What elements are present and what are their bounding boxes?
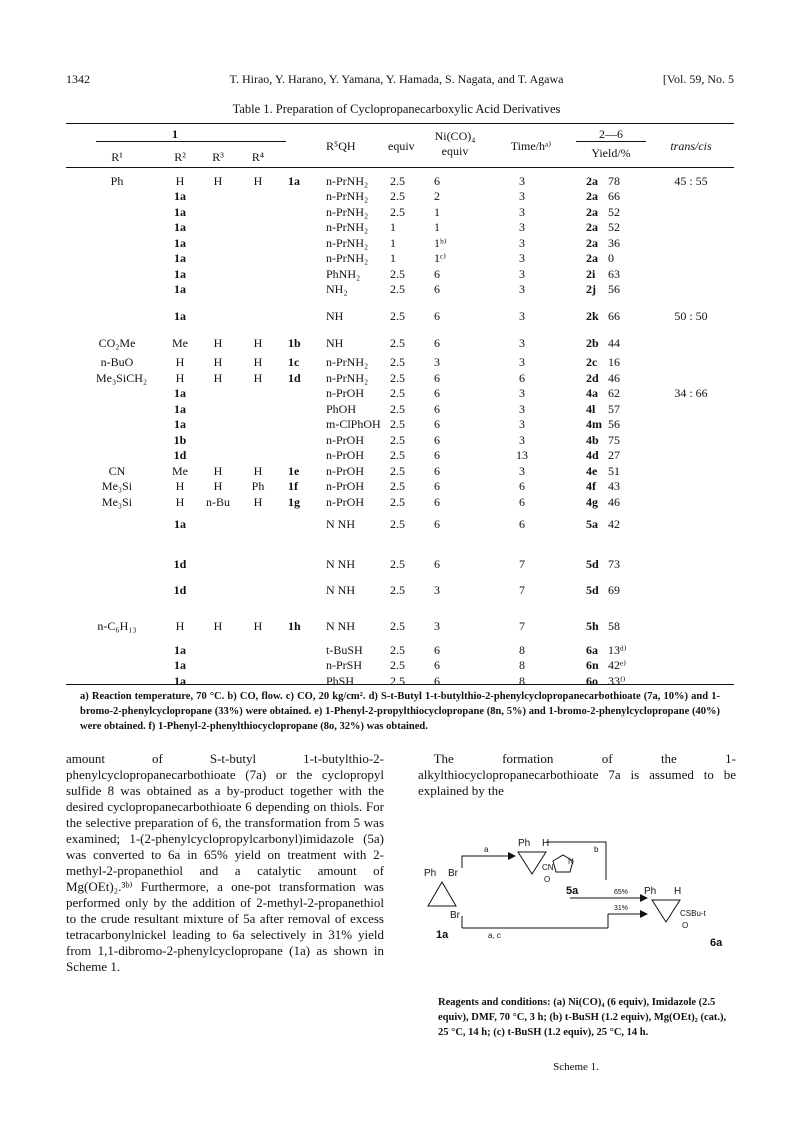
scheme-br-2: Br bbox=[450, 910, 460, 921]
cell-eq: 2.5 bbox=[390, 386, 405, 400]
cell-r2: H bbox=[175, 495, 185, 509]
cell-eq: 1 bbox=[390, 236, 396, 250]
header-yield: Yield/% bbox=[591, 146, 631, 160]
running-authors: T. Hirao, Y. Harano, Y. Yamana, Y. Hamada, S. Nagata, and T. Agawa bbox=[229, 72, 564, 86]
group-rule bbox=[96, 141, 286, 142]
cell-eq: 2.5 bbox=[390, 267, 405, 281]
cell-ni: 6 bbox=[434, 495, 440, 509]
cell-yld: 52 bbox=[608, 205, 620, 219]
cell-ni: 6 bbox=[434, 174, 440, 188]
cell-prod: 5a bbox=[586, 517, 598, 531]
cell-prod: 6a bbox=[586, 643, 598, 657]
cell-ni: 6 bbox=[434, 267, 440, 281]
cell-reag: n-PrNH₂ bbox=[326, 371, 369, 385]
cell-r2: 1a bbox=[174, 402, 186, 416]
cell-yld: 51 bbox=[608, 464, 620, 478]
cell-r2: 1a bbox=[174, 189, 186, 203]
cell-r2: H bbox=[175, 174, 185, 188]
cell-ni: 6 bbox=[434, 282, 440, 296]
header-group-1: 1 bbox=[172, 127, 178, 141]
cell-ni: 1ᶜ⁾ bbox=[434, 251, 447, 265]
scheme-label-6a: 6a bbox=[710, 937, 723, 949]
cell-reag: n-PrNH₂ bbox=[326, 189, 369, 203]
cell-eq: 2.5 bbox=[390, 619, 405, 633]
cell-yld: 42 bbox=[608, 517, 620, 531]
cell-time: 8 bbox=[519, 674, 525, 688]
body-text-left: amount of S-t-butyl 1-t-butylthio-2-phenylcyclopropanecarbothioate (7a) or the cyclopropyl sulfide 8 was obtained as a by-product together with the desired cyclopropanecarbothioate 6 depending on thiols. For the selective preparation of 6, the transformation from 5 was examined; 1-(2-phenylcyclopropylcarbonyl)imidazole (5a) was converted to 6a in 65% yield on treatment with 2-methyl-2-propanethiol and a catalytic amount of Mg(OEt)₂.³ᵇ⁾ Furthermore, a one-pot transformation was performed only by the addition of 2-methyl-2-propanethiol to the crude resultant mixture of 5a after removal of excess tetracarbonylnickel leading to 6a selectively in 31% yield from 1,1-dibromo-2-phenylcyclopropane (1a) as shown in Scheme 1. bbox=[66, 751, 384, 974]
cell-ni: 6 bbox=[434, 674, 440, 688]
cell-r1: CN bbox=[108, 464, 126, 478]
cell-r2: 1a bbox=[174, 417, 186, 431]
cell-eq: 2.5 bbox=[390, 309, 405, 323]
cell-yld: 63 bbox=[608, 267, 620, 281]
cell-eq: 1 bbox=[390, 220, 396, 234]
cell-yld: 58 bbox=[608, 619, 620, 633]
cell-time: 7 bbox=[519, 557, 525, 571]
scheme-step-a: a bbox=[484, 845, 489, 854]
cell-reag: n-PrNH₂ bbox=[326, 251, 369, 265]
header-equiv: equiv bbox=[388, 139, 415, 153]
cell-r4: H bbox=[253, 174, 263, 188]
cell-yld: 66 bbox=[608, 189, 620, 203]
cell-r2: Me bbox=[172, 336, 188, 350]
cell-prod: 4a bbox=[586, 386, 598, 400]
cell-time: 3 bbox=[519, 205, 525, 219]
cell-time: 3 bbox=[519, 309, 525, 323]
cell-eq: 2.5 bbox=[390, 402, 405, 416]
cell-sub: 1f bbox=[288, 479, 298, 493]
scheme-o-1: O bbox=[544, 875, 551, 884]
cell-time: 6 bbox=[519, 479, 525, 493]
cell-prod: 2i bbox=[586, 267, 596, 281]
cell-sub: 1c bbox=[288, 355, 300, 369]
cell-r3: H bbox=[213, 619, 223, 633]
cell-r2: 1a bbox=[174, 386, 186, 400]
cell-yld: 36 bbox=[608, 236, 620, 250]
cell-reag: n-PrSH bbox=[326, 658, 363, 672]
cell-eq: 2.5 bbox=[390, 371, 405, 385]
cell-r2: 1b bbox=[173, 433, 187, 447]
scheme-h-2: H bbox=[674, 886, 682, 897]
body-text-right: The formation of the 1-alkylthiocyclopropanecarbothioate 7a is assumed to be explained by the bbox=[418, 751, 736, 798]
cell-time: 3 bbox=[519, 433, 525, 447]
cell-prod: 2a bbox=[586, 220, 598, 234]
cell-time: 3 bbox=[519, 464, 525, 478]
cell-yld: 78 bbox=[608, 174, 620, 188]
cell-r3: n-Bu bbox=[206, 495, 230, 509]
cell-ni: 6 bbox=[434, 309, 440, 323]
cell-yld: 42ᵉ⁾ bbox=[608, 658, 627, 672]
cell-yld: 43 bbox=[608, 479, 620, 493]
cell-time: 7 bbox=[519, 619, 525, 633]
cell-time: 6 bbox=[519, 495, 525, 509]
cell-reag: n-PrOH bbox=[326, 495, 364, 509]
cell-reag: n-PrOH bbox=[326, 479, 364, 493]
scheme-br-1: Br bbox=[448, 868, 458, 879]
cell-sub: 1a bbox=[288, 174, 300, 188]
scheme-csbu: CSBu-t bbox=[680, 909, 706, 918]
cell-time: 6 bbox=[519, 517, 525, 531]
cell-eq: 2.5 bbox=[390, 336, 405, 350]
cell-eq: 2.5 bbox=[390, 643, 405, 657]
cell-yld: 75 bbox=[608, 433, 620, 447]
table-caption: Table 1. Preparation of Cyclopropanecarboxylic Acid Derivatives bbox=[232, 102, 561, 116]
cell-yld: 16 bbox=[608, 355, 620, 369]
cell-reag: PhSH bbox=[326, 674, 355, 688]
header-nico: Ni(CO)₄ bbox=[434, 129, 476, 143]
header-r3: R³ bbox=[212, 150, 224, 164]
table-footnotes: a) Reaction temperature, 70 °C. b) CO, flow. c) CO, 20 kg/cm². d) S-t-Butyl 1-t-butylthio-2-phenylcyclopropanecarbothioate (7a, 10%) and 1-bromo-2-phenylcyclopropane (33%) were obtained. e) 1-Phenyl-2-propylthiocyclopropane (8n, 5%) and 1-bromo-2-phenylcyclopropane (40%) were obtained. f) 1-Phenyl-2-phenylthiocyclopropane (8o, 32%) was obtained. bbox=[80, 691, 720, 732]
scheme-cn: CN bbox=[542, 863, 554, 872]
cell-time: 3 bbox=[519, 189, 525, 203]
cell-time: 3 bbox=[519, 336, 525, 350]
header-transcis: trans/cis bbox=[670, 139, 712, 153]
cell-prod: 6n bbox=[586, 658, 599, 672]
cell-r2: 1a bbox=[174, 658, 186, 672]
cell-eq: 2.5 bbox=[390, 674, 405, 688]
cell-prod: 2a bbox=[586, 236, 598, 250]
scheme-ph-2: Ph bbox=[518, 838, 531, 849]
cell-time: 3 bbox=[519, 417, 525, 431]
cell-prod: 2a bbox=[586, 205, 598, 219]
cell-ni: 6 bbox=[434, 517, 440, 531]
cell-yld: 57 bbox=[608, 402, 620, 416]
cell-prod: 2b bbox=[586, 336, 599, 350]
cell-ni: 1 bbox=[434, 220, 440, 234]
cell-reag: N NH bbox=[326, 557, 355, 571]
cell-eq: 2.5 bbox=[390, 282, 405, 296]
cell-yld: 33ᶠ⁾ bbox=[608, 674, 626, 688]
cell-ni: 1 bbox=[434, 205, 440, 219]
cell-sub: 1b bbox=[288, 336, 301, 350]
cell-ni: 6 bbox=[434, 386, 440, 400]
cell-yld: 56 bbox=[608, 282, 620, 296]
cell-r2: 1a bbox=[174, 267, 186, 281]
cell-reag: N NH bbox=[326, 619, 355, 633]
cell-prod: 2a bbox=[586, 189, 598, 203]
cell-r2: 1a bbox=[174, 251, 186, 265]
cell-time: 3 bbox=[519, 355, 525, 369]
cell-reag: NH bbox=[326, 336, 344, 350]
cell-r2: 1a bbox=[174, 220, 186, 234]
cell-r2: 1a bbox=[174, 282, 186, 296]
cell-time: 13 bbox=[516, 448, 528, 462]
cell-prod: 4e bbox=[586, 464, 598, 478]
cell-prod: 5d bbox=[586, 583, 599, 597]
cell-r1: Me₃Si bbox=[101, 495, 133, 509]
cell-reag: n-PrNH₂ bbox=[326, 174, 369, 188]
cell-eq: 2.5 bbox=[390, 464, 405, 478]
cell-r1: Me₃Si bbox=[101, 479, 133, 493]
cell-prod: 2d bbox=[586, 371, 599, 385]
cell-reag: n-PrOH bbox=[326, 433, 364, 447]
scheme-label-1a: 1a bbox=[436, 929, 449, 941]
cell-yld: 56 bbox=[608, 417, 620, 431]
table-top-rule bbox=[66, 123, 734, 124]
cell-r2: 1a bbox=[174, 205, 186, 219]
cell-eq: 2.5 bbox=[390, 433, 405, 447]
cell-yld: 0 bbox=[608, 251, 614, 265]
scheme-label-5a: 5a bbox=[566, 885, 579, 897]
cell-reag: n-PrNH₂ bbox=[326, 355, 369, 369]
cell-r1: Me₃SiCH₂ bbox=[96, 371, 148, 385]
cell-eq: 2.5 bbox=[390, 448, 405, 462]
cell-r4: H bbox=[253, 495, 263, 509]
cell-eq: 2.5 bbox=[390, 355, 405, 369]
cell-eq: 2.5 bbox=[390, 417, 405, 431]
cell-reag: n-PrNH₂ bbox=[326, 220, 369, 234]
cell-ni: 3 bbox=[434, 619, 440, 633]
cell-r2: Me bbox=[172, 464, 188, 478]
cell-prod: 2a bbox=[586, 174, 598, 188]
cell-reag: PhOH bbox=[326, 402, 357, 416]
cell-reag: n-PrOH bbox=[326, 386, 364, 400]
cell-r1: Ph bbox=[110, 174, 124, 188]
cell-sub: 1h bbox=[288, 619, 301, 633]
cell-prod: 2k bbox=[586, 309, 599, 323]
cell-yld: 52 bbox=[608, 220, 620, 234]
cell-r2: H bbox=[175, 355, 185, 369]
cell-r1: n-BuO bbox=[100, 355, 134, 369]
cell-yld: 46 bbox=[608, 371, 620, 385]
cell-r4: H bbox=[253, 336, 263, 350]
cell-ni: 6 bbox=[434, 658, 440, 672]
cell-eq: 2.5 bbox=[390, 557, 405, 571]
cell-r2: 1a bbox=[174, 517, 186, 531]
scheme-o-2: O bbox=[682, 921, 689, 930]
cell-time: 3 bbox=[519, 220, 525, 234]
cell-prod: 2a bbox=[586, 251, 598, 265]
volume-info: [Vol. 59, No. 5 bbox=[662, 72, 734, 86]
cell-r4: Ph bbox=[251, 479, 265, 493]
cell-yld: 44 bbox=[608, 336, 620, 350]
header-products: 2—6 bbox=[599, 127, 623, 141]
cell-r2: H bbox=[175, 619, 185, 633]
cell-yld: 66 bbox=[608, 309, 620, 323]
cell-r4: H bbox=[253, 619, 263, 633]
cell-prod: 2c bbox=[586, 355, 598, 369]
cell-tc: 34 : 66 bbox=[674, 386, 708, 400]
cell-prod: 5d bbox=[586, 557, 599, 571]
cell-ni: 6 bbox=[434, 557, 440, 571]
cell-eq: 2.5 bbox=[390, 658, 405, 672]
cell-r1: CO₂Me bbox=[98, 336, 136, 350]
cell-r2: 1a bbox=[174, 674, 186, 688]
cell-reag: n-PrNH₂ bbox=[326, 236, 369, 250]
cell-r4: H bbox=[253, 464, 263, 478]
cell-r2: 1a bbox=[174, 236, 186, 250]
cell-time: 8 bbox=[519, 658, 525, 672]
scheme-step-b: b bbox=[594, 845, 599, 854]
cell-r3: H bbox=[213, 174, 223, 188]
cell-time: 3 bbox=[519, 174, 525, 188]
cell-r2: 1d bbox=[173, 557, 187, 571]
cell-r3: H bbox=[213, 336, 223, 350]
cell-r2: 1d bbox=[173, 448, 187, 462]
cell-eq: 2.5 bbox=[390, 583, 405, 597]
header-r5qh: R⁵QH bbox=[326, 139, 356, 153]
cell-r4: H bbox=[253, 355, 263, 369]
cell-reag: NH bbox=[326, 309, 344, 323]
cell-time: 3 bbox=[519, 267, 525, 281]
scheme-ph-1: Ph bbox=[424, 868, 437, 879]
cell-reag: NH₂ bbox=[326, 282, 348, 296]
page-number: 1342 bbox=[66, 72, 90, 86]
cell-r2: 1a bbox=[174, 309, 186, 323]
header-r2: R² bbox=[174, 150, 186, 164]
header-time: Time/hᵃ⁾ bbox=[510, 139, 552, 153]
cell-sub: 1d bbox=[288, 371, 301, 385]
cell-prod: 4g bbox=[586, 495, 598, 509]
cell-time: 3 bbox=[519, 236, 525, 250]
scheme-yield-31: 31% bbox=[614, 905, 629, 912]
cell-ni: 2 bbox=[434, 189, 440, 203]
cell-reag: m-ClPhOH bbox=[326, 417, 381, 431]
cell-reag: n-PrNH₂ bbox=[326, 205, 369, 219]
cell-yld: 27 bbox=[608, 448, 620, 462]
cell-ni: 6 bbox=[434, 464, 440, 478]
cell-prod: 4f bbox=[586, 479, 596, 493]
cell-prod: 4l bbox=[586, 402, 596, 416]
cell-ni: 6 bbox=[434, 336, 440, 350]
scheme-yield-65: 65% bbox=[614, 889, 629, 896]
cell-yld: 69 bbox=[608, 583, 620, 597]
cell-ni: 6 bbox=[434, 371, 440, 385]
cell-eq: 1 bbox=[390, 251, 396, 265]
cell-reag: n-PrOH bbox=[326, 448, 364, 462]
cell-r2: 1a bbox=[174, 643, 186, 657]
cell-yld: 62 bbox=[608, 386, 620, 400]
cell-yld: 46 bbox=[608, 495, 620, 509]
cell-prod: 4m bbox=[586, 417, 602, 431]
scheme-label: Scheme 1. bbox=[553, 1061, 599, 1073]
cell-eq: 2.5 bbox=[390, 205, 405, 219]
cell-tc: 50 : 50 bbox=[674, 309, 708, 323]
cell-r2: 1d bbox=[173, 583, 187, 597]
scheme-ph-3: Ph bbox=[644, 886, 657, 897]
cell-r1: n-C₆H₁₃ bbox=[97, 619, 137, 633]
product-rule bbox=[576, 141, 646, 142]
cell-time: 3 bbox=[519, 386, 525, 400]
scheme-n-imidazole: N bbox=[568, 857, 574, 866]
cell-r4: H bbox=[253, 371, 263, 385]
cell-sub: 1g bbox=[288, 495, 300, 509]
cell-reag: PhNH₂ bbox=[326, 267, 361, 281]
cell-r2: H bbox=[175, 479, 185, 493]
cell-reag: N NH bbox=[326, 517, 355, 531]
cell-time: 3 bbox=[519, 282, 525, 296]
cell-reag: N NH bbox=[326, 583, 355, 597]
scheme-h-1: H bbox=[542, 838, 550, 849]
header-nico-equiv: equiv bbox=[441, 144, 469, 158]
cell-yld: 73 bbox=[608, 557, 620, 571]
cell-ni: 6 bbox=[434, 479, 440, 493]
scheme-1-diagram bbox=[418, 816, 734, 988]
cell-sub: 1e bbox=[288, 464, 300, 478]
cell-ni: 1ᵇ⁾ bbox=[434, 236, 447, 250]
cell-eq: 2.5 bbox=[390, 479, 405, 493]
cell-time: 7 bbox=[519, 583, 525, 597]
reagents-conditions: Reagents and conditions: (a) Ni(CO)₄ (6 equiv), Imidazole (2.5 equiv), DMF, 70 °C, 3 h; (b) t-BuSH (1.2 equiv), Mg(OEt)₂ (cat.), 25 °C, 14 h; (c) t-BuSH (1.2 equiv), 25 °C, 14 h. bbox=[438, 997, 727, 1038]
cell-prod: 4b bbox=[586, 433, 599, 447]
cell-r3: H bbox=[213, 479, 223, 493]
cell-ni: 3 bbox=[434, 583, 440, 597]
cell-r3: H bbox=[213, 464, 223, 478]
header-r1: R¹ bbox=[111, 150, 123, 164]
cell-eq: 2.5 bbox=[390, 517, 405, 531]
table-header-rule bbox=[66, 167, 734, 168]
cell-time: 3 bbox=[519, 402, 525, 416]
cell-prod: 2j bbox=[586, 282, 596, 296]
cell-time: 3 bbox=[519, 251, 525, 265]
cell-r3: H bbox=[213, 355, 223, 369]
cell-ni: 3 bbox=[434, 355, 440, 369]
cell-ni: 6 bbox=[434, 402, 440, 416]
header-r4: R⁴ bbox=[251, 150, 265, 164]
cell-eq: 2.5 bbox=[390, 189, 405, 203]
cell-prod: 5h bbox=[586, 619, 599, 633]
cell-prod: 6o bbox=[586, 674, 598, 688]
cell-prod: 4d bbox=[586, 448, 599, 462]
cell-reag: t-BuSH bbox=[326, 643, 363, 657]
cell-tc: 45 : 55 bbox=[674, 174, 708, 188]
cell-r3: H bbox=[213, 371, 223, 385]
cell-ni: 6 bbox=[434, 433, 440, 447]
cell-time: 8 bbox=[519, 643, 525, 657]
cell-ni: 6 bbox=[434, 448, 440, 462]
cell-ni: 6 bbox=[434, 643, 440, 657]
cell-eq: 2.5 bbox=[390, 174, 405, 188]
cell-time: 6 bbox=[519, 371, 525, 385]
cell-yld: 13ᵈ⁾ bbox=[608, 643, 627, 657]
cell-ni: 6 bbox=[434, 417, 440, 431]
cell-r2: H bbox=[175, 371, 185, 385]
scheme-step-ac: a, c bbox=[488, 931, 501, 940]
cell-reag: n-PrOH bbox=[326, 464, 364, 478]
cell-eq: 2.5 bbox=[390, 495, 405, 509]
